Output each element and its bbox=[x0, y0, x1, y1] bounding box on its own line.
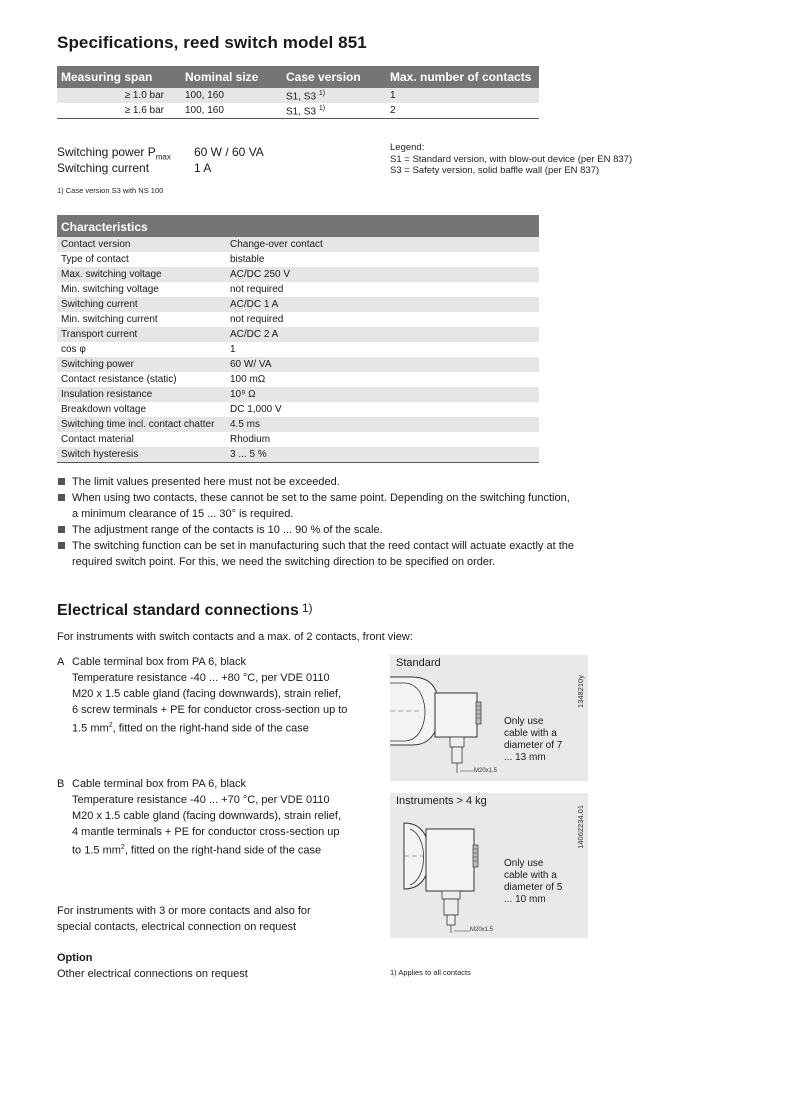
figure-caption bbox=[504, 716, 562, 764]
item-text: 1.5 mm bbox=[72, 722, 109, 735]
note-line: The adjustment range of the contacts is 10 ... 90 % of the scale. bbox=[72, 524, 383, 536]
spec-table bbox=[57, 66, 539, 119]
cell-span: ≥ 1.0 bar bbox=[124, 90, 164, 101]
switching-current-value: 1 A bbox=[194, 161, 212, 175]
characteristic-name: Max. switching voltage bbox=[61, 269, 162, 280]
item-line bbox=[72, 718, 387, 737]
characteristic-value: 60 W/ VA bbox=[230, 359, 272, 370]
bullet-square-icon bbox=[58, 478, 65, 485]
switching-power-text: Switching power P bbox=[57, 145, 156, 159]
table-row bbox=[57, 402, 539, 417]
item-sup: 2 bbox=[108, 722, 113, 729]
characteristic-name: Switching power bbox=[61, 359, 134, 370]
characteristic-value: AC/DC 2 A bbox=[230, 329, 279, 340]
col-measuring-span: Measuring span bbox=[61, 70, 153, 84]
characteristic-name: Breakdown voltage bbox=[61, 404, 147, 415]
item-line: M20 x 1.5 cable gland (facing downwards), strain relief, bbox=[72, 688, 342, 700]
gland-label: M20x1.5 bbox=[470, 927, 494, 933]
table-row bbox=[57, 432, 539, 447]
characteristic-value: AC/DC 250 V bbox=[230, 269, 291, 280]
list-item bbox=[57, 538, 617, 570]
list-item bbox=[57, 522, 617, 538]
note-line: required switch point. For this, we need the switching direction to be specified on order. bbox=[72, 556, 496, 568]
switching-power-sub: max bbox=[155, 152, 171, 162]
table-row bbox=[57, 387, 539, 402]
bullet-square-icon bbox=[58, 526, 65, 533]
caption-line: cable with a bbox=[504, 870, 557, 881]
switching-power-value: 60 W / 60 VA bbox=[194, 145, 264, 159]
section-title bbox=[57, 601, 313, 620]
caption-line: ... 10 mm bbox=[504, 894, 546, 905]
connection-a bbox=[57, 654, 387, 737]
table-row bbox=[57, 297, 539, 312]
table-row bbox=[57, 252, 539, 267]
table-divider bbox=[57, 462, 539, 463]
table-row bbox=[57, 88, 539, 103]
legend-s1: S1 = Standard version, with blow-out device (per EN 837) bbox=[390, 153, 633, 165]
item-line: Cable terminal box from PA 6, black bbox=[72, 778, 247, 790]
characteristic-name: Min. switching current bbox=[61, 314, 158, 325]
note-line: For instruments with 3 or more contacts and also for bbox=[57, 905, 311, 917]
item-text: , fitted on the right-hand side of the case bbox=[124, 844, 322, 857]
note-line: special contacts, electrical connection on request bbox=[57, 921, 297, 933]
table-row bbox=[57, 372, 539, 387]
table-row bbox=[57, 327, 539, 342]
gland-label: M20x1.5 bbox=[474, 768, 498, 774]
figure-title: Standard bbox=[396, 657, 441, 669]
switching-current-label: Switching current bbox=[57, 161, 150, 175]
item-letter: B bbox=[57, 778, 65, 790]
item-line: 6 screw terminals + PE for conductor cross-section up to bbox=[72, 704, 348, 716]
footnote-case: 1) Case version S3 with NS 100 bbox=[57, 186, 164, 195]
caption-line: ... 13 mm bbox=[504, 752, 546, 763]
figure-title: Instruments > 4 kg bbox=[396, 795, 487, 807]
case-text: S1, S3 bbox=[286, 91, 317, 103]
item-line: Cable terminal box from PA 6, black bbox=[72, 656, 247, 668]
table-row bbox=[57, 103, 539, 118]
characteristics-table bbox=[57, 215, 539, 463]
bullet-square-icon bbox=[58, 494, 65, 501]
cell-size: 100, 160 bbox=[185, 90, 224, 101]
characteristic-name: Transport current bbox=[61, 329, 138, 340]
characteristic-name: Min. switching voltage bbox=[61, 284, 159, 295]
figure-code: 14062234.01 bbox=[576, 805, 585, 849]
notes-list bbox=[57, 474, 617, 570]
characteristic-value: 10⁹ Ω bbox=[230, 389, 256, 400]
figure-code: 1348210y bbox=[576, 675, 585, 708]
figure-caption bbox=[504, 858, 562, 906]
characteristic-name: Switching time incl. contact chatter bbox=[61, 419, 215, 430]
case-sup: 1) bbox=[318, 105, 326, 112]
footnote-contacts: 1) Applies to all contacts bbox=[390, 968, 471, 977]
characteristic-value: AC/DC 1 A bbox=[230, 299, 279, 310]
section-title-text: Electrical standard connections bbox=[57, 602, 299, 619]
note-line: The switching function can be set in manufacturing such that the reed contact will actuate exactly at the bbox=[72, 540, 575, 552]
note-line: The limit values presented here must not be exceeded. bbox=[72, 476, 340, 488]
option-text: Other electrical connections on request bbox=[57, 968, 248, 980]
characteristic-value: bistable bbox=[230, 254, 265, 265]
characteristic-name: Contact material bbox=[61, 434, 134, 445]
characteristics-header bbox=[57, 215, 539, 237]
col-case-version: Case version bbox=[286, 70, 361, 84]
cell-case bbox=[286, 105, 325, 117]
table-row bbox=[57, 342, 539, 357]
legend bbox=[390, 142, 632, 177]
characteristic-value: 1 bbox=[230, 344, 236, 355]
item-line: Temperature resistance -40 ... +70 °C, per VDE 0110 bbox=[72, 794, 330, 806]
item-line bbox=[72, 840, 387, 859]
case-text: S1, S3 bbox=[286, 106, 317, 118]
item-line: Temperature resistance -40 ... +80 °C, per VDE 0110 bbox=[72, 672, 330, 684]
item-sup: 2 bbox=[120, 844, 125, 851]
bullet-square-icon bbox=[58, 542, 65, 549]
characteristic-value: Change-over contact bbox=[230, 239, 323, 250]
characteristic-name: Contact version bbox=[61, 239, 131, 250]
characteristics-title: Characteristics bbox=[61, 220, 148, 234]
electrical-intro: For instruments with switch contacts and a max. of 2 contacts, front view: bbox=[57, 631, 413, 643]
characteristic-value: 3 ... 5 % bbox=[230, 449, 267, 460]
legend-s3: S3 = Safety version, solid baffle wall (per EN 837) bbox=[390, 165, 600, 176]
table-row bbox=[57, 417, 539, 432]
option-title: Option bbox=[57, 952, 93, 964]
page-title: Specifications, reed switch model 851 bbox=[57, 33, 367, 52]
characteristic-value: 4.5 ms bbox=[230, 419, 261, 430]
characteristic-name: Contact resistance (static) bbox=[61, 374, 177, 385]
spec-table-header bbox=[57, 66, 539, 88]
cell-contacts: 2 bbox=[390, 105, 396, 116]
characteristic-value: 100 mΩ bbox=[230, 374, 266, 385]
table-row bbox=[57, 282, 539, 297]
section-title-sup: 1) bbox=[301, 601, 313, 615]
col-max-contacts: Max. number of contacts bbox=[390, 70, 532, 84]
table-row bbox=[57, 447, 539, 462]
figure-heavy bbox=[390, 793, 588, 938]
item-letter: A bbox=[57, 656, 65, 668]
legend-title: Legend: bbox=[390, 142, 425, 153]
item-text: to 1.5 mm bbox=[72, 844, 121, 857]
cell-span: ≥ 1.6 bar bbox=[124, 105, 164, 116]
item-line: M20 x 1.5 cable gland (facing downwards), strain relief, bbox=[72, 810, 342, 822]
caption-line: Only use bbox=[504, 858, 544, 869]
characteristic-name: cos φ bbox=[61, 344, 86, 355]
cell-case bbox=[286, 90, 325, 102]
item-text: , fitted on the right-hand side of the case bbox=[112, 722, 309, 735]
characteristic-value: DC 1,000 V bbox=[230, 404, 282, 415]
list-item bbox=[57, 490, 617, 522]
characteristic-value: not required bbox=[230, 314, 284, 325]
table-row bbox=[57, 357, 539, 372]
table-row bbox=[57, 312, 539, 327]
characteristics-rows bbox=[57, 237, 539, 462]
caption-line: cable with a bbox=[504, 728, 557, 739]
col-nominal-size: Nominal size bbox=[185, 70, 259, 84]
table-divider bbox=[57, 118, 539, 119]
more-contacts-note bbox=[57, 903, 311, 935]
characteristic-name: Switching current bbox=[61, 299, 138, 310]
characteristic-name: Type of contact bbox=[61, 254, 129, 265]
figure-standard bbox=[390, 655, 588, 781]
list-item bbox=[57, 474, 617, 490]
connection-b bbox=[57, 776, 387, 859]
item-line: 4 mantle terminals + PE for conductor cross-section up bbox=[72, 826, 340, 838]
caption-line: diameter of 5 bbox=[504, 882, 563, 893]
note-line: a minimum clearance of 15 ... 30° is required. bbox=[72, 508, 294, 520]
case-sup: 1) bbox=[318, 90, 326, 97]
table-row bbox=[57, 267, 539, 282]
characteristic-value: Rhodium bbox=[230, 434, 271, 445]
characteristic-value: not required bbox=[230, 284, 284, 295]
characteristic-name: Insulation resistance bbox=[61, 389, 153, 400]
characteristic-name: Switch hysteresis bbox=[61, 449, 139, 460]
note-line: When using two contacts, these cannot be set to the same point. Depending on the switching function, bbox=[72, 492, 570, 504]
cell-size: 100, 160 bbox=[185, 105, 224, 116]
switching-power-label bbox=[57, 145, 171, 161]
caption-line: diameter of 7 bbox=[504, 740, 563, 751]
cell-contacts: 1 bbox=[390, 90, 396, 101]
table-row bbox=[57, 237, 539, 252]
caption-line: Only use bbox=[504, 716, 544, 727]
